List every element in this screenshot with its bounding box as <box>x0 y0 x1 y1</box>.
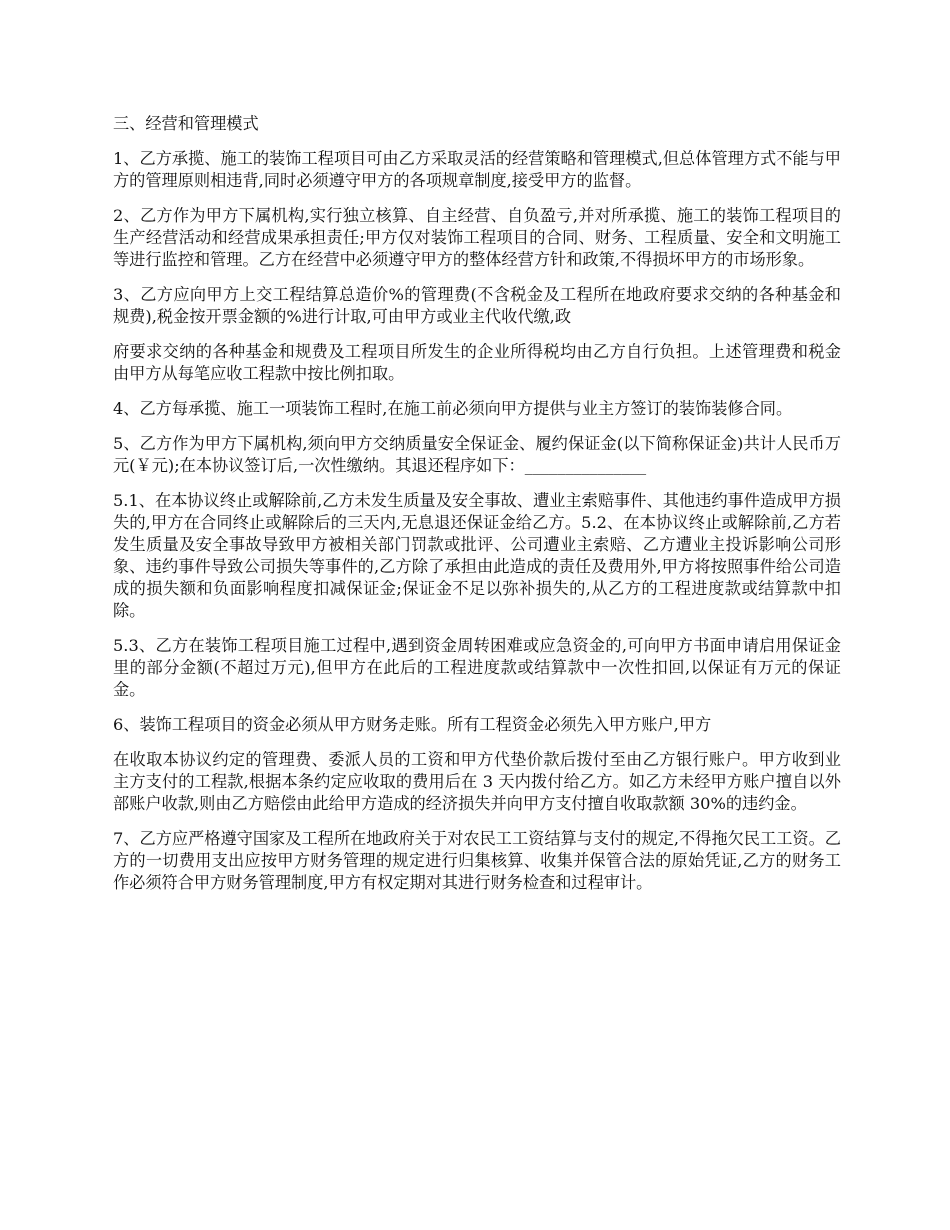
document-page <box>113 113 841 907</box>
paragraph-4: 4、乙方每承揽、施工一项装饰工程时,在施工前必须向甲方提供与业主方签订的装饰装修合同。 <box>113 399 793 418</box>
paragraph-3-continued: 府要求交纳的各种基金和规费及工程项目所发生的企业所得税均由乙方自行负担。上述管理费和税金由甲方从每笔应收工程款中按比例扣取。 <box>113 342 841 383</box>
paragraph-1: 1、乙方承揽、施工的装饰工程项目可由乙方采取灵活的经营策略和管理模式,但总体管理方式不能与甲方的管理原则相违背,同时必须遵守甲方的各项规章制度,接受甲方的监督。 <box>113 149 841 190</box>
paragraph-6: 6、装饰工程项目的资金必须从甲方财务走账。所有工程资金必须先入甲方账户,甲方 <box>113 715 712 734</box>
paragraph-5-1-5-2: 5.1、在本协议终止或解除前,乙方未发生质量及安全事故、遭业主索赔事件、其他违约事件造成甲方损失的,甲方在合同终止或解除后的三天内,无息退还保证金给乙方。5.2、在本协议终止或解除前,乙方若发生质量及安全事故导致甲方被相关部门罚款或批评、公司遭业主索赔、乙方遭业主投诉影响公司形象、违约事件导致公司损失等事件的,乙方除了承担由此造成的责任及费用外,甲方将按照事件给公司造成的损失额和负面影响程度扣减保证金;保证金不足以弥补损失的,从乙方的工程进度款或结算款中扣除。 <box>113 491 841 620</box>
paragraph-7: 7、乙方应严格遵守国家及工程所在地政府关于对农民工工资结算与支付的规定,不得拖欠民工工资。乙方的一切费用支出应按甲方财务管理的规定进行归集核算、收集并保管合法的原始凭证,乙方的财务工作必须符合甲方财务管理制度,甲方有权定期对其进行财务检查和过程审计。 <box>113 829 841 892</box>
paragraph-5-3: 5.3、乙方在装饰工程项目施工过程中,遇到资金周转困难或应急资金的,可向甲方书面申请启用保证金里的部分金额(不超过万元),但甲方在此后的工程进度款或结算款中一次性扣回,以保证有万元的保证金。 <box>113 636 841 699</box>
paragraph-5: 5、乙方作为甲方下属机构,须向甲方交纳质量安全保证金、履约保证金(以下简称保证金)共计人民币万元(￥元);在本协议签订后,一次性缴纳。其退还程序如下：_______________ <box>113 434 841 475</box>
paragraph-2: 2、乙方作为甲方下属机构,实行独立核算、自主经营、自负盈亏,并对所承揽、施工的装饰工程项目的生产经营活动和经营成果承担责任;甲方仅对装饰工程项目的合同、财务、工程质量、安全和文明施工等进行监控和管理。乙方在经营中必须遵守甲方的整体经营方针和政策,不得损坏甲方的市场形象。 <box>113 206 841 269</box>
section-heading: 三、经营和管理模式 <box>113 114 259 133</box>
paragraph-6-continued: 在收取本协议约定的管理费、委派人员的工资和甲方代垫价款后拨付至由乙方银行账户。甲方收到业主方支付的工程款,根据本条约定应收取的费用后在 3 天内拨付给乙方。如乙方未经甲方账户擅自以外部账户收款,则由乙方赔偿由此给甲方造成的经济损失并向甲方支付擅自收取款额 30%的违约金。 <box>113 750 841 813</box>
paragraph-3: 3、乙方应向甲方上交工程结算总造价%的管理费(不含税金及工程所在地政府要求交纳的各种基金和规费),税金按开票金额的%进行计取,可由甲方或业主代收代缴,政 <box>113 285 841 326</box>
